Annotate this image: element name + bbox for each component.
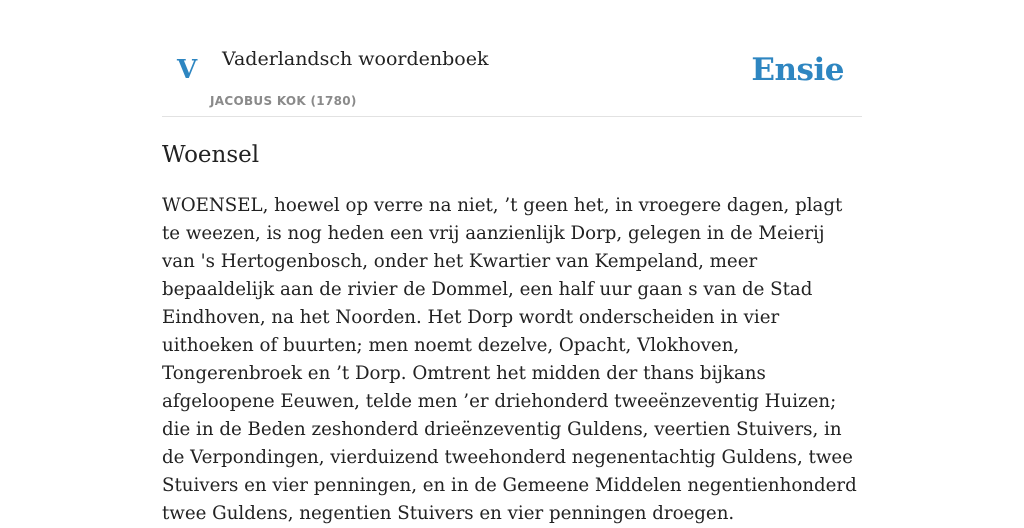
book-title-link[interactable]: Vaderlandsch woordenboek [222,48,489,70]
ensie-logo[interactable]: Ensie [751,52,844,88]
entry-title: Woensel [162,142,260,168]
author-label: JACOBUS KOK (1780) [210,94,357,108]
header [162,0,862,117]
entry-body: WOENSEL, hoewel op verre na niet, ’t geen het, in vroegere dagen, plagt te weezen, is nog heden een vrij aanzienlijk Dorp, gelegen in de Meierij van 's Hertogenbosch, onder het Kwartier van Kempeland, meer bepaaldelijk aan de rivier de Dommel, een half uur gaan s van de Stad Eindhoven, na het Noorden. Het Dorp wordt onderscheiden in vier uithoeken of buurten; men noemt dezelve, Opacht, Vlokhoven, Tongerenbroek en ’t Dorp. Omtrent het midden der thans bijkans afgeloopene Eeuwen, telde men ’er driehonderd tweeënzeventig Huizen; die in de Beden zeshonderd drieënzeventig Guldens, veertien Stuivers, in de Verpondingen, vierduizend tweehonderd negenentachtig Guldens, twee Stuivers en vier penningen, en in de Gemeene Middelen negentienhonderd twee Guldens, negentien Stuivers en vier penningen droegen. [162,195,857,524]
section-letter[interactable]: V [177,55,198,85]
